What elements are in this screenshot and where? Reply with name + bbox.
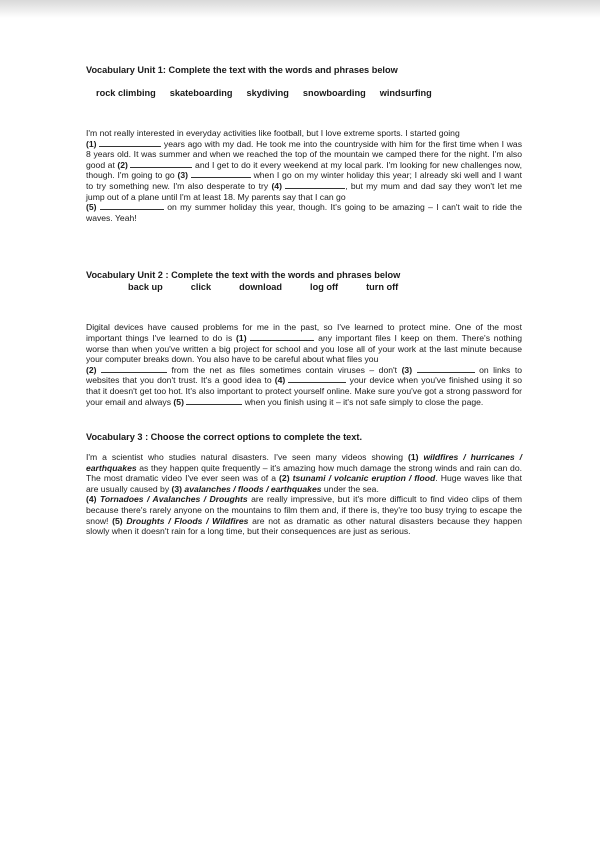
answer-blank[interactable] xyxy=(288,375,346,383)
word-download: download xyxy=(239,282,283,293)
unit2-text-3: on links to websites that you don't trust. It's a good idea to xyxy=(86,364,522,386)
gap-number: (5) xyxy=(86,202,97,213)
word-log-off: log off xyxy=(310,282,339,293)
unit3-text xyxy=(86,452,522,537)
unit1-text-4: , but my mum and dad say they won't let me jump out of a plane until I'm at least 18. My parents say that I can go xyxy=(86,180,522,202)
answer-blank[interactable] xyxy=(186,397,242,405)
options-4[interactable]: Tornadoes / Avalanches / Droughts xyxy=(99,494,248,505)
answer-blank[interactable] xyxy=(130,160,192,168)
unit1-text-5: on my summer holiday this year, though. It's going to be amazing – I can't wait to ride the waves. Yeah! xyxy=(86,202,522,223)
gap-number: (3) xyxy=(171,483,183,494)
page-top-shadow xyxy=(0,0,600,18)
unit2-word-bank xyxy=(128,281,522,293)
options-3[interactable]: avalanches / floods / earthquakes xyxy=(184,483,322,494)
unit2-text-1: any important files I keep on them. There's nothing worse than when you've written a big project for school and you lose all of your work at the last minute because your computer breaks down. You also have to be careful about what files you xyxy=(86,332,522,365)
gap-number: (2) xyxy=(279,473,290,484)
unit2-text-2: from the net as files sometimes contain viruses – don't xyxy=(171,364,398,375)
gap-number: (4) xyxy=(86,494,97,505)
unit2-text-0: Digital devices have caused problems for me in the past, so I've learned to protect mine. One of the most important things I've learned to do is xyxy=(86,322,522,343)
unit1-text-0: I'm not really interested in everyday activities like football, but I love extreme sports. I started going xyxy=(86,128,460,138)
word-rock-climbing: rock climbing xyxy=(96,88,156,98)
gap-number: (1) xyxy=(86,138,97,149)
answer-blank[interactable] xyxy=(250,333,314,341)
unit2-text xyxy=(86,322,522,407)
unit1-text-1: years ago with my dad. He took me into the countryside with him for the first time when I was 8 years old. It was summer and when we reached the top of the mountain we camped there for the night. I'm also good at xyxy=(86,138,522,170)
word-skydiving: skydiving xyxy=(246,88,289,98)
gap-number: (4) xyxy=(271,180,282,191)
word-skateboarding: skateboarding xyxy=(169,88,233,98)
unit3-text-0: I'm a scientist who studies natural disasters. I've seen many videos showing xyxy=(86,452,403,463)
answer-blank[interactable] xyxy=(99,139,161,147)
answer-blank[interactable] xyxy=(100,202,164,210)
answer-blank[interactable] xyxy=(191,170,251,178)
unit3-heading: Vocabulary 3 : Choose the correct options to complete the text. xyxy=(86,432,363,443)
gap-number: (2) xyxy=(117,159,128,170)
gap-number: (1) xyxy=(407,452,419,463)
options-2[interactable]: tsunami / volcanic eruption / flood xyxy=(292,473,436,484)
unit3-text-3: under the sea. xyxy=(323,483,379,494)
answer-blank[interactable] xyxy=(417,365,475,373)
unit3-text-1: as they happen quite frequently – it's amazing how much damage the strong winds and rain can do. The most dramatic video I've ever seen was of a xyxy=(86,462,522,484)
unit3-text-4: are really impressive, but it's more difficult to find video clips of them because there's rarely anyone on the mountains to film them and, if there is, they're too busy trying to escape the snow! xyxy=(86,494,523,526)
options-5[interactable]: Droughts / Floods / Wildfires xyxy=(126,515,249,526)
word-snowboarding: snowboarding xyxy=(302,88,366,98)
unit1-text xyxy=(86,128,522,223)
word-click: click xyxy=(190,282,212,293)
answer-blank[interactable] xyxy=(101,365,167,373)
unit2-text-4: your device when you've finished using it so that it doesn't get too hot. It's also important to protect yourself online. Make sure you've got a strong password for your email and always xyxy=(86,375,523,407)
unit1-text-2: and I get to do it every weekend at my local park. I'm looking for new challenges now, though. I'm going to go xyxy=(86,159,522,181)
word-turn-off: turn off xyxy=(366,282,399,293)
unit3-text-5: are not as dramatic as other natural disasters because they happen slowly when it doesn't rain for a long time, but their consequences are just as serious. xyxy=(86,515,523,537)
word-windsurfing: windsurfing xyxy=(379,88,432,98)
gap-number: (5) xyxy=(112,515,123,526)
gap-number: (3) xyxy=(177,170,188,181)
unit2-heading: Vocabulary Unit 2 : Complete the text with the words and phrases below xyxy=(86,270,401,281)
answer-blank[interactable] xyxy=(285,181,345,189)
gap-number: (1) xyxy=(236,332,247,343)
word-back-up: back up xyxy=(128,282,163,293)
gap-number: (2) xyxy=(86,364,97,375)
unit3-text-2: . Huge waves like that are usually caused by xyxy=(86,473,523,494)
options-1[interactable]: wildfires / hurricanes / earthquakes xyxy=(86,452,522,473)
worksheet xyxy=(86,64,522,537)
unit1-word-bank xyxy=(96,87,522,99)
unit1-heading: Vocabulary Unit 1: Complete the text with the words and phrases below xyxy=(86,65,398,75)
unit1-text-3: when I go on my winter holiday this year; I already ski well and I want to try something new. I'm also desperate to try xyxy=(86,170,523,191)
gap-number: (3) xyxy=(401,364,413,375)
gap-number: (5) xyxy=(173,396,184,407)
gap-number: (4) xyxy=(274,375,286,386)
unit2-text-5: when you finish using it – it's not safe simply to close the page. xyxy=(244,396,484,407)
